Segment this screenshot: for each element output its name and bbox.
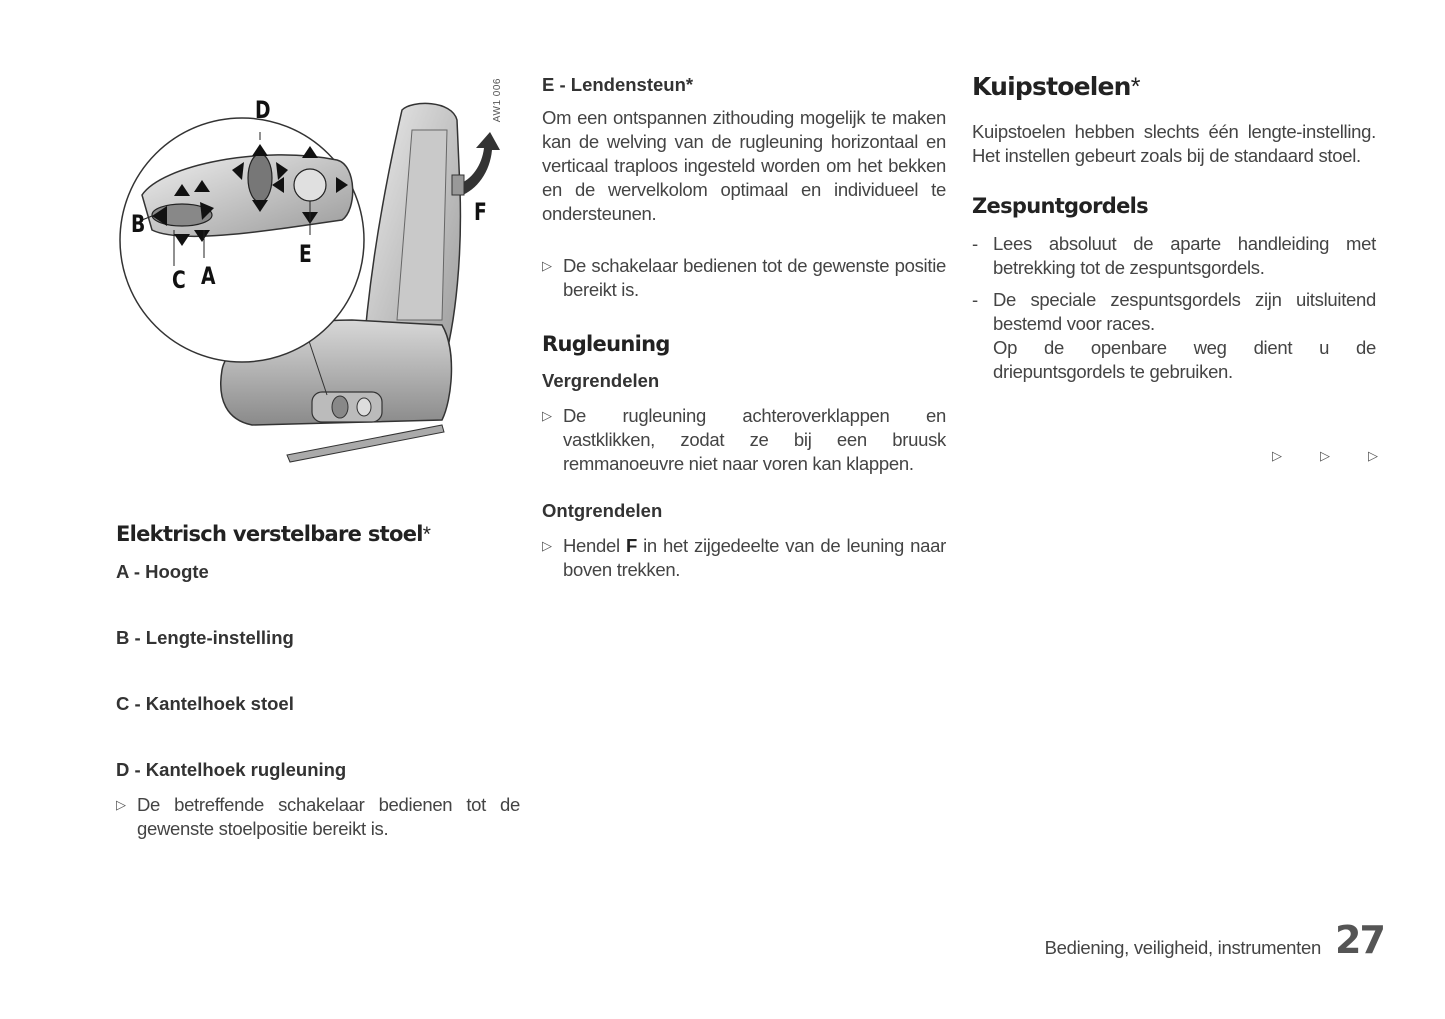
heading-lock: Vergrendelen [542, 370, 660, 391]
item-d-backrest-tilt: D - Kantelhoek rugleuning [116, 759, 347, 780]
bucket-seats-text: Kuipstoelen hebben slechts één lengte-instelling. Het instellen gebeurt zoals bij de standaard stoel. [972, 121, 1376, 166]
item-c-seat-tilt: C - Kantelhoek stoel [116, 693, 294, 714]
asterisk: * [1130, 73, 1140, 101]
bullet-text: De schakelaar bedienen tot de gewenste positie bereikt is. [563, 255, 946, 300]
bullet-text: De betreffende schakelaar bedienen tot de gewenste stoelpositie bereikt is. [137, 794, 520, 839]
bullet-text-pre: Hendel [563, 535, 626, 556]
dash-item-manual [972, 232, 1376, 280]
triangle-bullet-icon: ▷ [542, 538, 552, 553]
right-column [972, 72, 1376, 392]
item-b-length: B - Lengte-instelling [116, 627, 294, 648]
triangle-bullet-icon: ▷ [116, 797, 126, 812]
heading-lumbar: E - Lendensteun* [542, 74, 694, 95]
section-title-bucket-seats [972, 72, 1376, 102]
dash-text-b: Op de openbare weg dient u de driepuntsgordels te gebruiken. [993, 337, 1376, 382]
callout-d: D [255, 96, 271, 124]
asterisk: * [422, 523, 431, 546]
triangle-bullet-icon: ▷ [542, 408, 552, 423]
callout-f: F [474, 198, 487, 226]
item-a-height: A - Hoogte [116, 561, 209, 582]
callout-e: E [299, 240, 312, 268]
lever-f-label: F [625, 535, 637, 556]
bullet-lock [542, 404, 946, 476]
bullet-text: De rugleuning achteroverklappen en vastklikken, zodat ze bij een bruusk remmanoeuvre niet naar voren kan klappen. [563, 405, 946, 474]
bullet-text [563, 534, 946, 582]
section-title-backrest: Rugleuning [542, 332, 670, 356]
continue-triangle-icon: ▷ [1320, 448, 1330, 463]
lumbar-text: Om een ontspannen zithouding mogelijk te maken kan de welving van de rugleuning horizontaal en verticaal traploos ingesteld worden om het bekken en de wervelkolom optimaal en individueel te ondersteunen. [542, 107, 946, 224]
middle-column [542, 74, 946, 598]
callout-c: C [172, 266, 186, 294]
section-title-six-point-belts: Zespuntgordels [972, 194, 1148, 218]
heading-unlock: Ontgrendelen [542, 500, 663, 521]
continue-triangle-icon: ▷ [1368, 448, 1378, 463]
continue-markers [1272, 448, 1378, 464]
page-number: 27 [1335, 918, 1384, 962]
dash-text [993, 288, 1376, 384]
section-title-electric-seat [116, 522, 520, 547]
section-title-text: Elektrisch verstelbare stoel [116, 522, 423, 546]
triangle-bullet-icon: ▷ [542, 258, 552, 273]
left-column [116, 522, 520, 857]
section-title-text: Kuipstoelen [972, 72, 1131, 101]
callout-a: A [201, 262, 216, 290]
dash-text: Lees absoluut de aparte handleiding met betrekking tot de zespuntsgordels. [993, 233, 1376, 278]
bullet-seat-switch [116, 793, 520, 841]
bullet-unlock [542, 534, 946, 582]
dash-text-a: De speciale zespuntsgordels zijn uitsluitend bestemd voor races. [993, 289, 1376, 334]
footer-section-title: Bediening, veiligheid, instrumenten [1044, 937, 1321, 958]
dash-marker: - [972, 233, 979, 254]
bullet-text-post: in het zijgedeelte van de leuning naar boven trekken. [563, 535, 946, 580]
figure-code: AW1 006 [492, 78, 503, 123]
callout-b: B [131, 210, 146, 238]
bullet-lumbar-switch [542, 254, 946, 302]
dash-item-races [972, 288, 1376, 384]
dash-marker: - [972, 289, 979, 310]
continue-triangle-icon: ▷ [1272, 448, 1282, 463]
